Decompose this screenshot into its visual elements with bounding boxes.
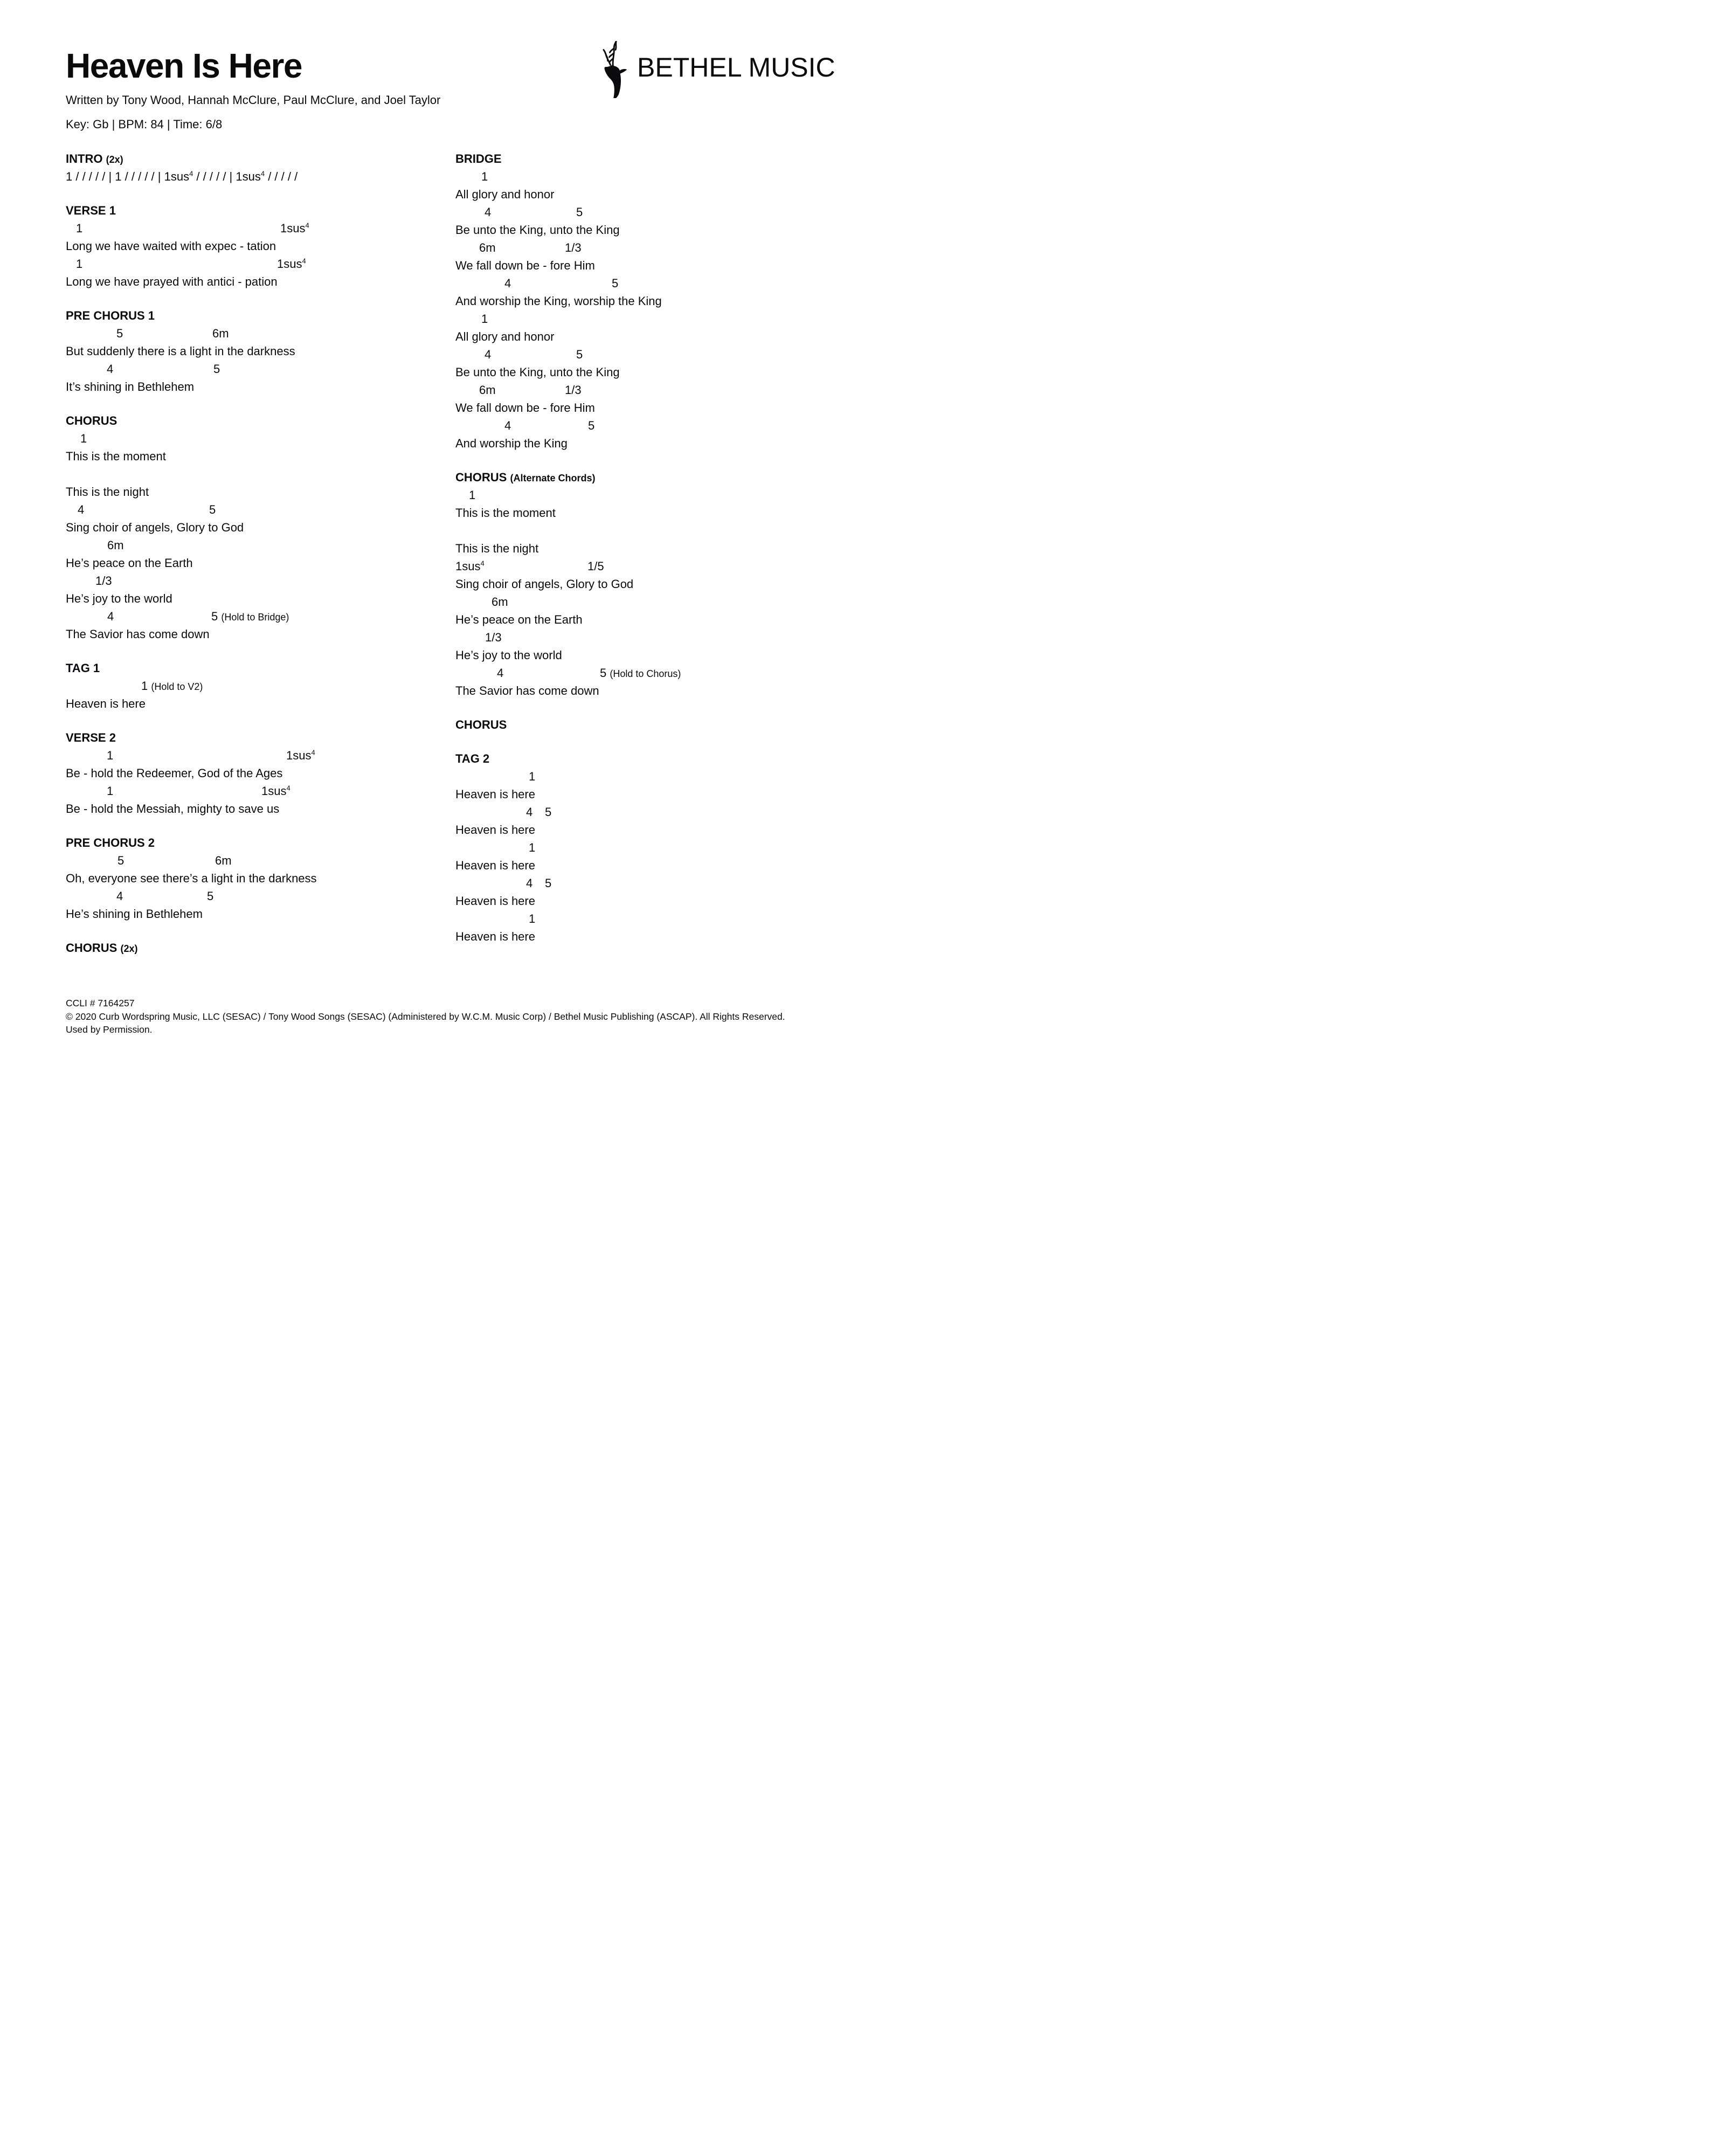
chord-note: (Hold to V2) [151,681,203,692]
blank-line [455,522,854,540]
logo-wordmark: BETHEL MUSIC [637,52,835,82]
column-right [455,150,854,962]
lyric-line: He’s joy to the world [66,592,172,605]
chord: 5 [209,503,216,516]
lyric-line: This is the moment [455,506,556,520]
lyric-line: This is the night [455,542,539,555]
song-section [455,468,854,700]
chord: 1 [469,488,476,502]
chord: 1 [76,257,83,271]
section-title: VERSE 1 [66,204,116,217]
lyric-line: He’s joy to the world [455,648,562,662]
lyric-line: He’s shining in Bethlehem [66,907,203,921]
lyric-line: It’s shining in Bethlehem [66,380,195,393]
section-title: CHORUS [455,718,507,731]
chord-line [66,747,465,764]
chord: 5 [545,876,552,890]
chord: 1 [107,784,114,798]
lyric-line: Heaven is here [455,787,535,801]
chord-line [66,782,465,800]
section-qualifier: (2x) [106,154,123,165]
chord: 1sus$^4$ [455,559,485,573]
section-title: CHORUS [455,471,507,484]
chord: 1 [529,912,536,925]
key-bpm-time-line: Key: Gb | BPM: 84 | Time: 6/8 [66,118,223,131]
chord-line [66,677,465,695]
lyric-line: The Savior has come down [455,684,599,697]
lyric-line: Be - hold the Redeemer, God of the Ages [66,766,283,780]
chord-line [66,168,465,185]
chord: 5 [207,889,214,903]
lyric-line: We fall down be - fore Him [455,259,595,272]
lyric-line: Sing choir of angels, Glory to God [455,577,634,591]
chord: 4 [504,277,511,290]
lyric-line: But suddenly there is a light in the darkness [66,344,295,358]
column-left [66,150,465,973]
page-title: Heaven Is Here [66,46,302,85]
chord: 5 [117,854,125,867]
section-header [66,659,465,677]
chord: 4 [504,419,511,432]
chord-line [66,887,465,905]
chord-line [66,501,465,519]
chord-line [455,628,854,646]
section-title: INTRO [66,152,103,165]
chord: 1 [481,312,488,326]
chord: 5 [588,419,595,432]
blank-line [66,465,465,483]
section-title: CHORUS [66,941,117,955]
chord-line [455,910,854,928]
chord: 5 [116,327,123,340]
chord-line [66,430,465,447]
lyric-line: Heaven is here [455,859,535,872]
chord: 5 [576,348,583,361]
chord: 6m [479,383,496,397]
song-section [455,750,854,945]
chord-line [455,664,854,682]
chord: 6m [107,538,124,552]
section-title: CHORUS [66,414,117,427]
chord: 4 [107,610,114,623]
chord: 1/3 [565,241,582,254]
chord-line [455,345,854,363]
lyric-line: He’s peace on the Earth [455,613,583,626]
chord: 4 [497,666,504,680]
chord-line [455,310,854,328]
lyric-line: Sing choir of angels, Glory to God [66,521,244,534]
section-header [66,412,465,430]
section-header [455,750,854,768]
section-header [455,468,854,486]
lyric-line: Be unto the King, unto the King [455,365,620,379]
lyric-line: And worship the King, worship the King [455,294,662,308]
section-title: VERSE 2 [66,731,116,744]
chord: 5 (Hold to Chorus) [600,666,681,680]
chord: 1 [76,222,83,235]
chord-line [455,239,854,257]
song-section [66,659,465,713]
section-header [66,729,465,747]
chord: 5 [213,362,220,376]
lyric-line: Heaven is here [455,930,535,943]
chord: 4 [78,503,85,516]
lyric-line: And worship the King [455,437,568,450]
song-section [66,412,465,643]
chord-chart-page [0,0,858,1078]
bethel-music-logo [603,41,835,98]
chord-line [455,381,854,399]
chord: 1/3 [565,383,582,397]
chord: 6m [212,327,229,340]
chord: 4 [485,205,492,219]
section-header [455,716,854,734]
chord-line [455,274,854,292]
lyric-line: Long we have waited with expec - tation [66,239,276,253]
chord-line [66,852,465,869]
lyric-line: All glory and honor [455,330,555,343]
song-section [455,716,854,734]
lyric-line: This is the night [66,485,149,499]
section-qualifier: (2x) [120,943,138,954]
chord: 6m [479,241,496,254]
lyric-line: Heaven is here [455,894,535,908]
chord: 1/3 [485,631,502,644]
chord: 4 [526,805,533,819]
chord: 1sus$^4$ [280,221,309,235]
footer-line: CCLI # 7164257 [66,998,135,1008]
song-section [66,307,465,396]
footer [66,997,858,1036]
stag-icon [603,41,631,98]
chord-line [66,607,465,625]
chord: 1sus$^4$ [286,748,315,762]
chord: 1 [481,170,488,183]
chord-line [455,203,854,221]
chord-line [455,417,854,434]
song-section [66,202,465,291]
footer-line: © 2020 Curb Wordspring Music, LLC (SESAC) / Tony Wood Songs (SESAC) (Administered by W.C.M. Music Corp) / Bethel Music Publishing (ASCAP). All Rights Reserved. [66,1011,785,1022]
chord: 1 [529,841,536,854]
chord: 1/3 [95,574,112,588]
chord: 1sus$^4$ [261,784,291,798]
chord: 6m [492,595,508,609]
lyric-line: Long we have prayed with antici - pation [66,275,278,288]
chord-line [455,768,854,785]
chord: 4 [107,362,114,376]
section-header [66,834,465,852]
chord-line [66,536,465,554]
chord: 1 [529,770,536,783]
chord: 5 [576,205,583,219]
chord-line [455,874,854,892]
chord-line [455,557,854,575]
chord: 1 [80,432,87,445]
byline: Written by Tony Wood, Hannah McClure, Paul McClure, and Joel Taylor [66,93,441,107]
chord-line [66,572,465,590]
song-section [455,150,854,452]
chord: 1sus$^4$ [277,257,306,271]
chord-note: (Hold to Bridge) [221,612,289,623]
chord: 5 [612,277,619,290]
section-title: PRE CHORUS 1 [66,309,155,322]
lyric-line: All glory and honor [455,188,555,201]
section-title: TAG 2 [455,752,490,765]
chord-line [66,219,465,237]
chord: 1 / / / / / | 1 / / / / / | 1sus$^4$ / / / / / | 1sus$^4$ / / / / / [66,169,298,183]
song-section [66,939,465,957]
lyric-line: Heaven is here [455,823,535,837]
chord: 1/5 [587,559,604,573]
chord-line [455,593,854,611]
chord: 1 [107,749,114,762]
song-section [66,834,465,923]
lyric-line: The Savior has come down [66,627,210,641]
lyric-line: We fall down be - fore Him [455,401,595,414]
chord-line [455,803,854,821]
section-title: BRIDGE [455,152,502,165]
section-title: PRE CHORUS 2 [66,836,155,849]
lyric-line: Be unto the King, unto the King [455,223,620,237]
chord: 6m [215,854,232,867]
section-title: TAG 1 [66,661,100,675]
chord: 4 [485,348,492,361]
section-header [66,307,465,324]
chord: 5 [545,805,552,819]
section-qualifier: (Alternate Chords) [510,473,596,483]
lyric-line: This is the moment [66,450,166,463]
song-section [66,150,465,185]
lyric-line: Be - hold the Messiah, mighty to save us [66,802,280,816]
chord-line [66,255,465,273]
chord-line [455,168,854,185]
chord: 5 (Hold to Bridge) [211,610,289,623]
song-section [66,729,465,818]
lyric-line: He’s peace on the Earth [66,556,193,570]
section-header [66,202,465,219]
section-header [455,150,854,168]
chord: 4 [116,889,123,903]
lyric-line: Oh, everyone see there’s a light in the darkness [66,872,317,885]
chord: 4 [526,876,533,890]
chord: 1 (Hold to V2) [141,679,203,693]
chord-line [66,324,465,342]
chord-line [455,486,854,504]
chord-line [455,839,854,856]
lyric-line: Heaven is here [66,697,146,710]
section-header [66,939,465,957]
footer-line: Used by Permission. [66,1024,153,1035]
chord-line [66,360,465,378]
section-header [66,150,465,168]
chord-note: (Hold to Chorus) [610,668,681,679]
